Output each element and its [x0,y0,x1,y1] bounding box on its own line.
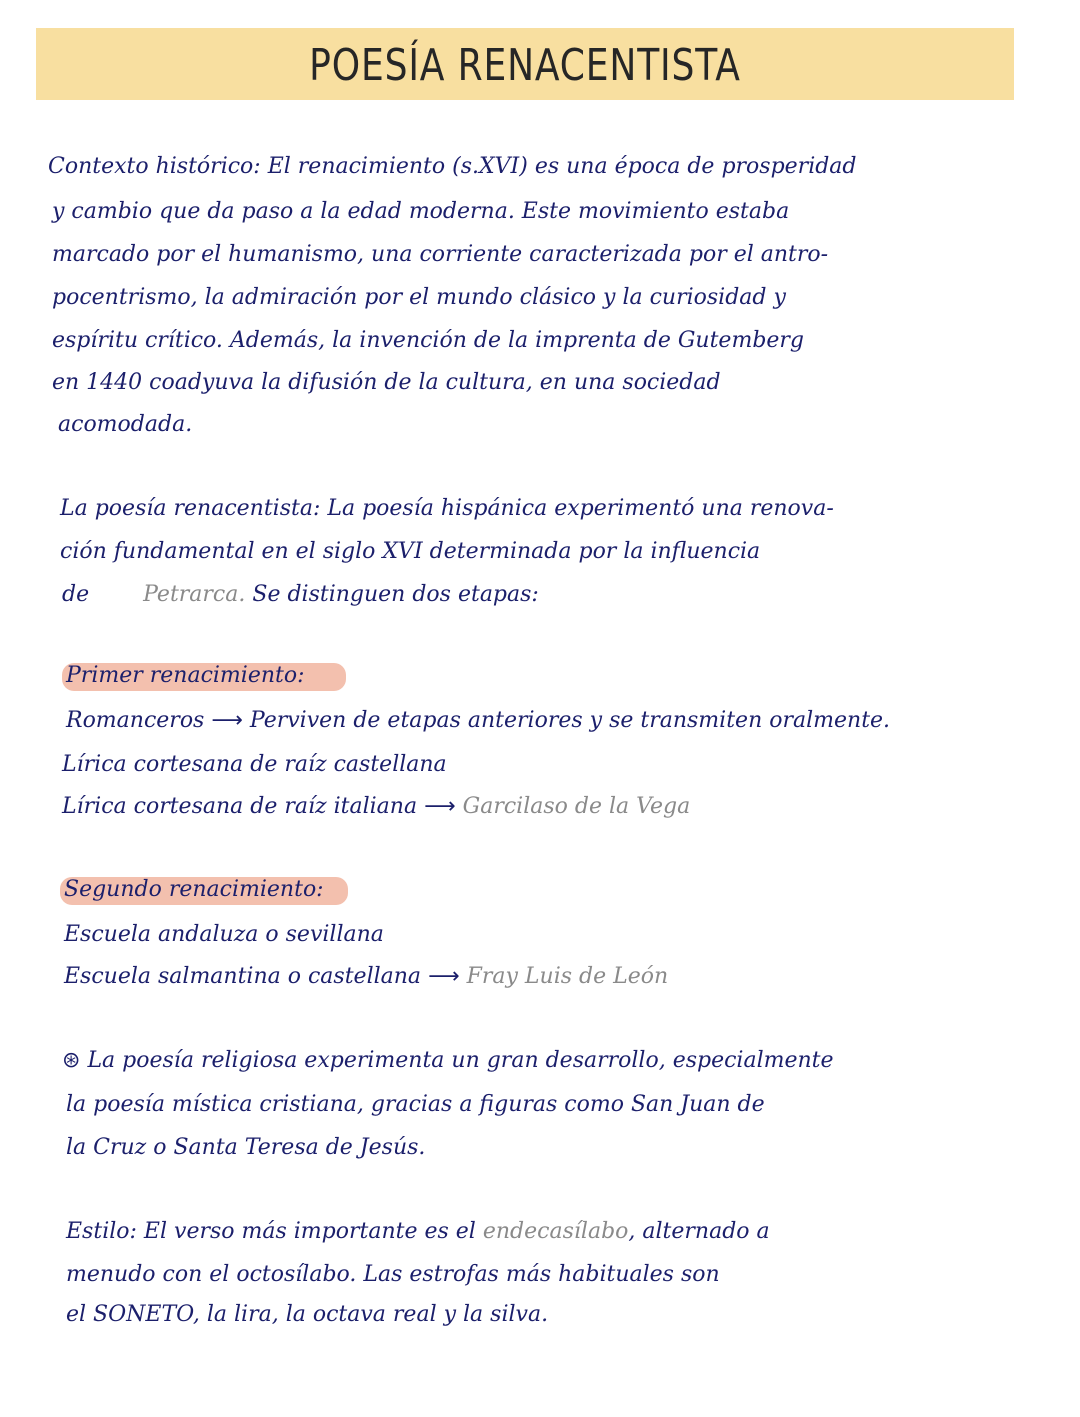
religiosa-line: la Cruz o Santa Teresa de Jesús. [66,1135,426,1160]
arrow-icon: ⟶ [211,708,243,733]
contexto-line: pocentrismo, la admiración por el mundo clásico y la curiosidad y [52,285,786,310]
poesia-suffix: Se distinguen dos etapas: [252,582,539,607]
salmantina-line [64,962,668,992]
religiosa-line: la poesía mística cristiana, gracias a figuras como San Juan de [66,1092,765,1117]
asterisk-icon: ⊛ [62,1048,81,1073]
garcilaso-name: Garcilaso de la Vega [462,794,691,819]
poesia-line: La poesía renacentista: La poesía hispánica experimentó una renova- [60,496,834,521]
endecasilabo-term: endecasílabo [482,1219,629,1244]
castellana-line: Lírica cortesana de raíz castellana [62,752,447,777]
contexto-line: en 1440 coadyuva la difusión de la cultura, en una sociedad [52,370,721,395]
estilo-text: El verso más importante es el [143,1219,476,1244]
religiosa-text: La poesía religiosa experimenta un gran desarrollo, especialmente [87,1048,834,1073]
salmantina-label: Escuela salmantina o castellana [64,964,422,989]
andaluza-line: Escuela andaluza o sevillana [64,922,384,947]
fray-luis-name: Fray Luis de León [466,964,669,989]
segundo-heading: Segundo renacimiento: [64,877,324,902]
italiana-line [62,792,690,822]
religiosa-line [62,1046,834,1076]
contexto-line: marcado por el humanismo, una corriente caracterizada por el antro- [52,242,829,267]
poesia-prefix: de [62,582,90,607]
page-title: POESÍA RENACENTISTA [309,40,741,91]
title-banner [36,28,1014,100]
contexto-line: espíritu crítico. Además, la invención de la imprenta de Gutemberg [52,328,805,353]
contexto-line: acomodada. [58,412,193,437]
estilo-label: Estilo: [66,1219,137,1244]
petrarca-name: Petrarca. [143,582,246,607]
romanceros-line [66,706,890,736]
arrow-icon: ⟶ [428,964,460,989]
estilo-text: , alternado a [628,1219,770,1244]
italiana-label: Lírica cortesana de raíz italiana [62,794,418,819]
romanceros-desc: Perviven de etapas anteriores y se transmiten oralmente. [249,708,891,733]
arrow-icon: ⟶ [424,794,456,819]
primer-heading: Primer renacimiento: [66,663,305,688]
estilo-line [66,1217,770,1247]
estilo-line: el SONETO, la lira, la octava real y la silva. [66,1302,549,1327]
romanceros-label: Romanceros [66,708,205,733]
poesia-line [62,580,539,610]
contexto-line: Contexto histórico: El renacimiento (s.XVI) es una época de prosperidad [48,154,857,179]
estilo-line: menudo con el octosílabo. Las estrofas más habituales son [66,1262,720,1287]
poesia-line: ción fundamental en el siglo XVI determinada por la influencia [60,539,761,564]
contexto-line: y cambio que da paso a la edad moderna. Este movimiento estaba [52,199,790,224]
